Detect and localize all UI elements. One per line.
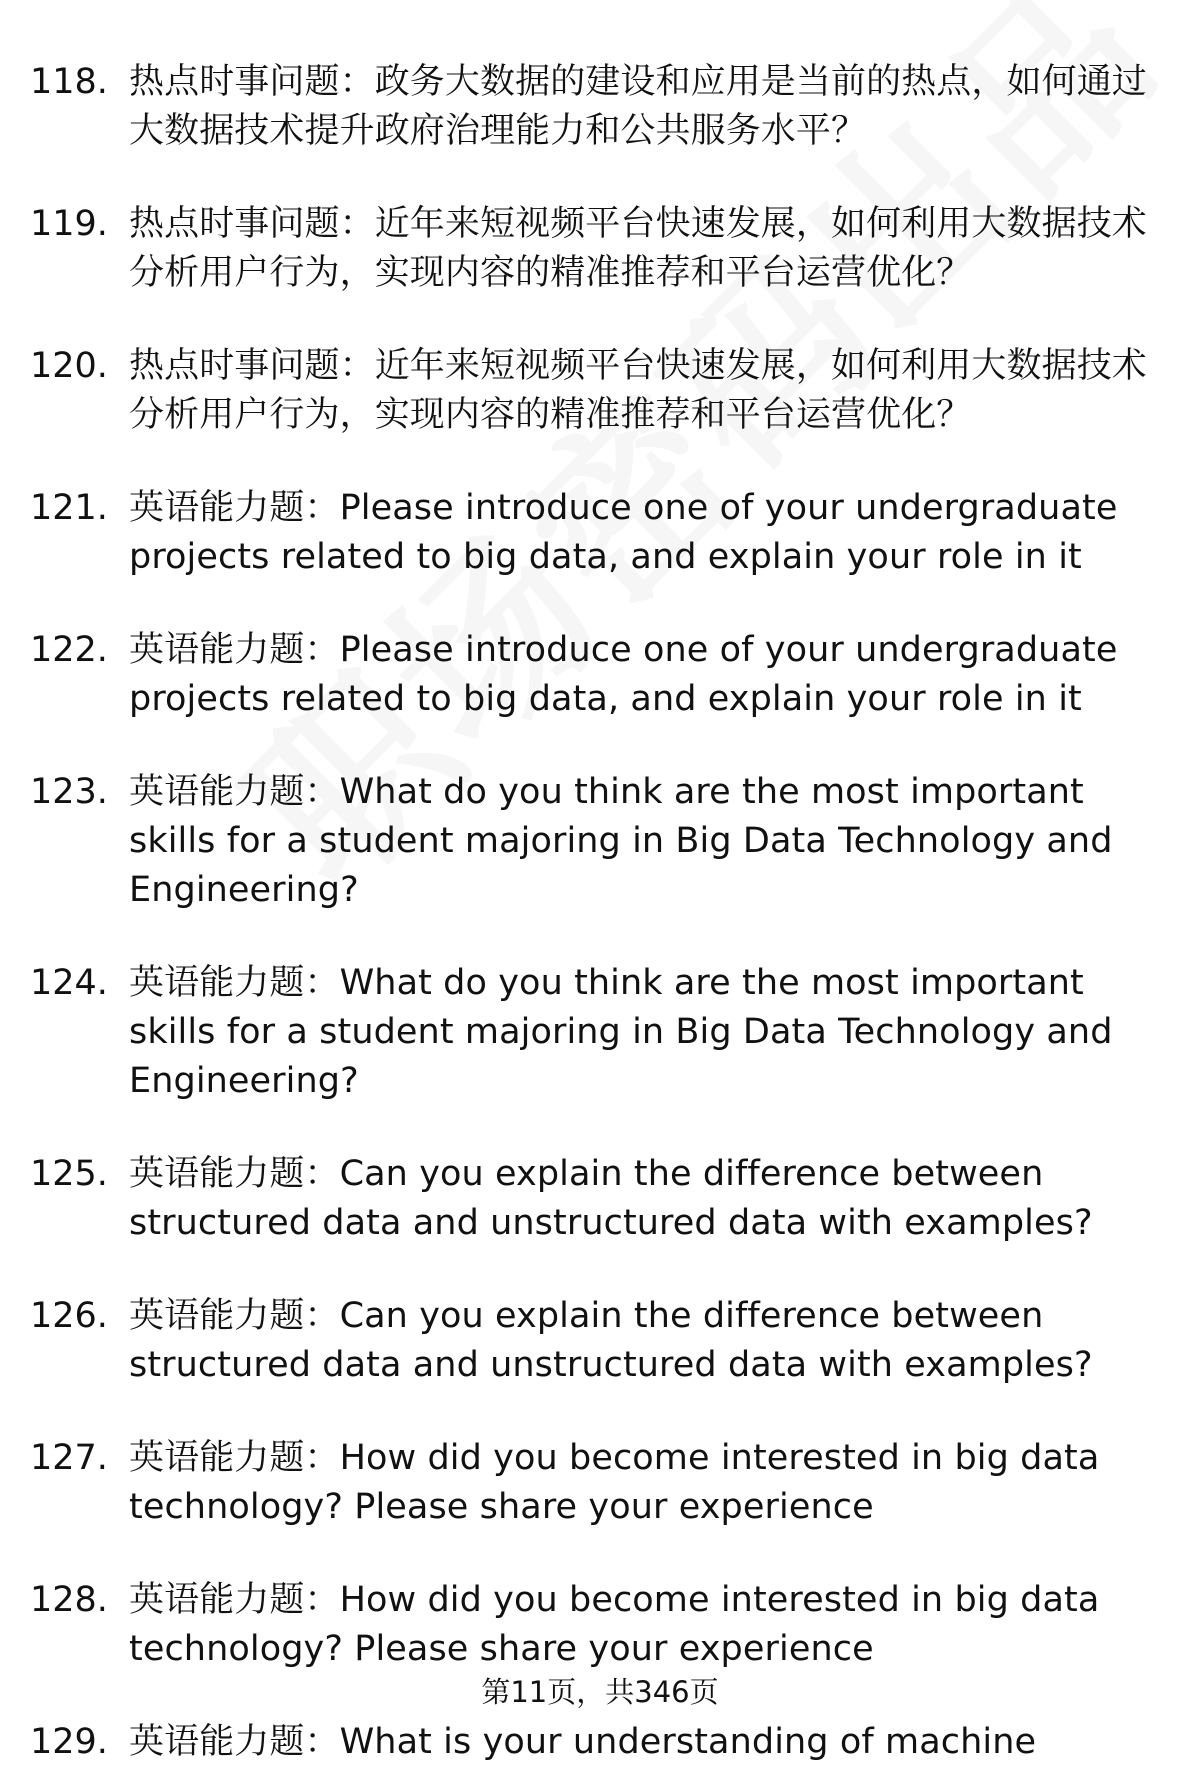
question-item bbox=[30, 768, 1160, 915]
question-text: 热点时事问题：近年来短视频平台快速发展，如何利用大数据技术分析用户行为，实现内容的精准推荐和平台运营优化？ bbox=[129, 346, 1147, 435]
page-footer: 第11页，共346页 bbox=[481, 1675, 719, 1709]
question-item bbox=[30, 1434, 1160, 1532]
question-text: 英语能力题：How did you become interested in big data technology? Please share your experience bbox=[129, 1438, 1100, 1527]
question-number: 129. bbox=[30, 1722, 108, 1762]
question-text: 英语能力题：Can you explain the difference between structured data and unstructured data with examples? bbox=[129, 1296, 1093, 1385]
question-text: 英语能力题：Please introduce one of your undergraduate projects related to big data, and explain your role in it bbox=[129, 630, 1118, 719]
question-text: 热点时事问题：政务大数据的建设和应用是当前的热点，如何通过大数据技术提升政府治理能力和公共服务水平？ bbox=[129, 62, 1147, 151]
question-list bbox=[30, 58, 1160, 1767]
question-item bbox=[30, 58, 1160, 156]
question-item bbox=[30, 1292, 1160, 1390]
question-text: 英语能力题：What is your understanding of machine bbox=[129, 1722, 1037, 1762]
question-number: 119. bbox=[30, 204, 108, 244]
question-item bbox=[30, 484, 1160, 582]
question-item bbox=[30, 1718, 1160, 1767]
question-number: 124. bbox=[30, 963, 108, 1003]
question-text: 英语能力题：What do you think are the most important skills for a student majoring in Big Data Technology and Engineering? bbox=[129, 772, 1113, 910]
question-item bbox=[30, 1576, 1160, 1674]
question-number: 118. bbox=[30, 62, 108, 102]
question-text: 英语能力题：Can you explain the difference between structured data and unstructured data with examples? bbox=[129, 1154, 1093, 1243]
question-item bbox=[30, 959, 1160, 1106]
question-item bbox=[30, 200, 1160, 298]
question-text: 英语能力题：Please introduce one of your undergraduate projects related to big data, and explain your role in it bbox=[129, 488, 1118, 577]
question-number: 123. bbox=[30, 772, 108, 812]
question-text: 英语能力题：What do you think are the most important skills for a student majoring in Big Data Technology and Engineering? bbox=[129, 963, 1113, 1101]
question-number: 125. bbox=[30, 1154, 108, 1194]
question-number: 126. bbox=[30, 1296, 108, 1336]
question-number: 120. bbox=[30, 346, 108, 386]
question-item bbox=[30, 342, 1160, 440]
question-number: 128. bbox=[30, 1580, 108, 1620]
question-text: 英语能力题：How did you become interested in big data technology? Please share your experience bbox=[129, 1580, 1100, 1669]
question-text: 热点时事问题：近年来短视频平台快速发展，如何利用大数据技术分析用户行为，实现内容的精准推荐和平台运营优化？ bbox=[129, 204, 1147, 293]
question-item bbox=[30, 1150, 1160, 1248]
question-number: 121. bbox=[30, 488, 108, 528]
question-number: 127. bbox=[30, 1438, 108, 1478]
question-number: 122. bbox=[30, 630, 108, 670]
question-item bbox=[30, 626, 1160, 724]
